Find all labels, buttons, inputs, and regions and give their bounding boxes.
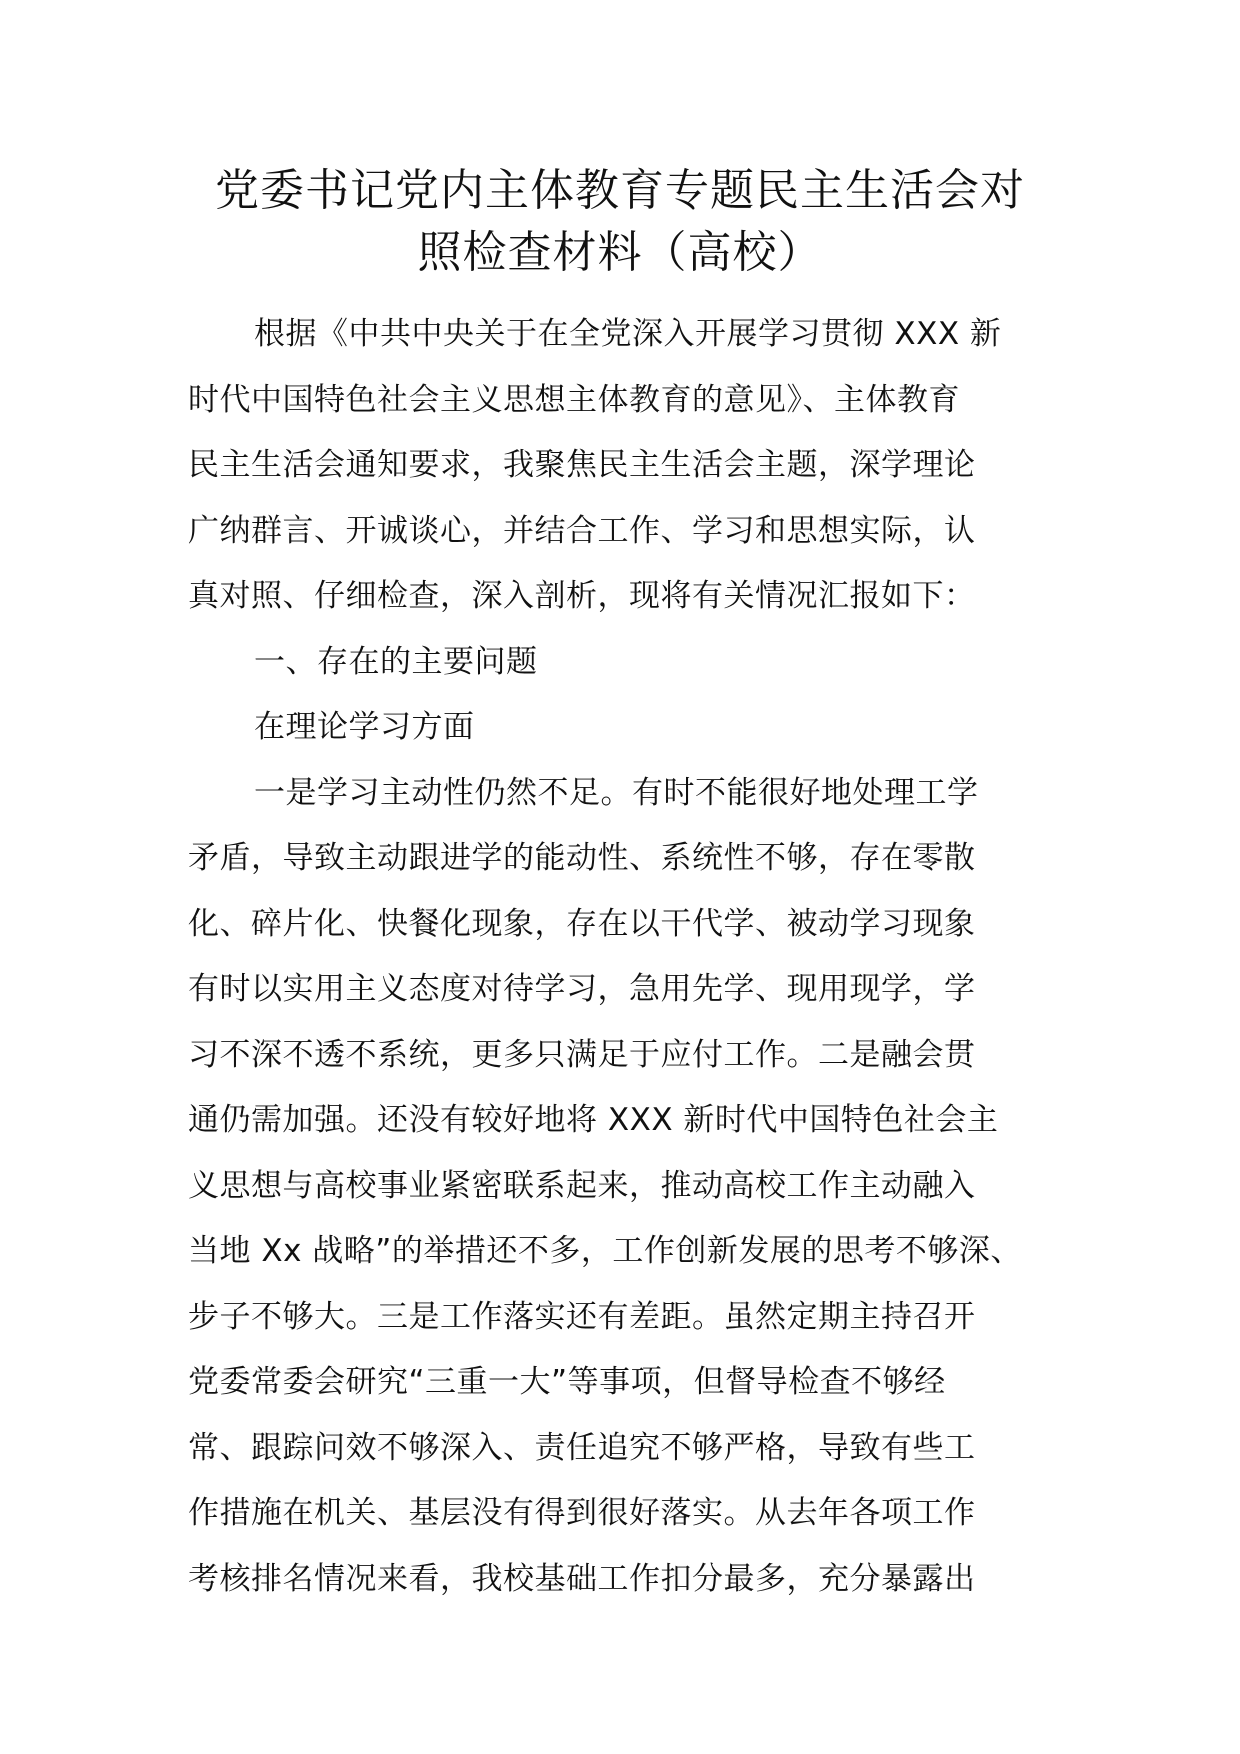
paragraph-line: 有时以实用主义态度对待学习，急用先学、现用现学，学 <box>188 971 976 1007</box>
paragraph-line: 作措施在机关、基层没有得到很好落实。从去年各项工作 <box>188 1495 976 1531</box>
paragraph-line: 根据《中共中央关于在全党深入开展学习贯彻 XXX 新 <box>254 316 1002 352</box>
paragraph-line: 民主生活会通知要求，我聚焦民主生活会主题，深学理论 <box>188 447 976 483</box>
section-heading: 一、存在的主要问题 <box>254 643 538 680</box>
document-body <box>188 302 1068 1612</box>
paragraph-line: 广纳群言、开诚谈心，并结合工作、学习和思想实际，认 <box>188 512 976 549</box>
paragraph-line: 时代中国特色社会主义思想主体教育的意见》、主体教育 <box>188 381 960 418</box>
document-title <box>150 160 1090 284</box>
paragraph-line: 一是学习主动性仍然不足。有时不能很好地处理工学 <box>254 774 979 811</box>
paragraph-line: 当地 Xx 战略”的举措还不多，工作创新发展的思考不够深、 <box>188 1233 1022 1269</box>
title-line-1: 党委书记党内主体教育专题民主生活会对 <box>215 165 1025 216</box>
paragraph-line: 考核排名情况来看，我校基础工作扣分最多，充分暴露出 <box>188 1560 976 1597</box>
paragraph-line: 步子不够大。三是工作落实还有差距。虽然定期主持召开 <box>188 1298 976 1335</box>
paragraph-line: 化、碎片化、快餐化现象，存在以干代学、被动学习现象 <box>188 905 976 942</box>
title-line-2: 照检查材料（高校） <box>417 227 823 278</box>
paragraph-line: 通仍需加强。还没有较好地将 XXX 新时代中国特色社会主 <box>188 1102 999 1138</box>
paragraph-line: 矛盾，导致主动跟进学的能动性、系统性不够，存在零散 <box>188 840 976 876</box>
paragraph-line: 党委常委会研究“三重一大”等事项，但督导检查不够经 <box>188 1364 946 1400</box>
paragraph-line: 习不深不透不系统，更多只满足于应付工作。二是融会贯 <box>188 1036 976 1073</box>
subsection-heading: 在理论学习方面 <box>254 709 475 745</box>
paragraph-line: 真对照、仔细检查，深入剖析，现将有关情况汇报如下： <box>188 578 976 614</box>
paragraph-line: 义思想与高校事业紧密联系起来，推动高校工作主动融入 <box>188 1167 976 1204</box>
paragraph-line: 常、跟踪问效不够深入、责任追究不够严格，导致有些工 <box>188 1429 976 1466</box>
